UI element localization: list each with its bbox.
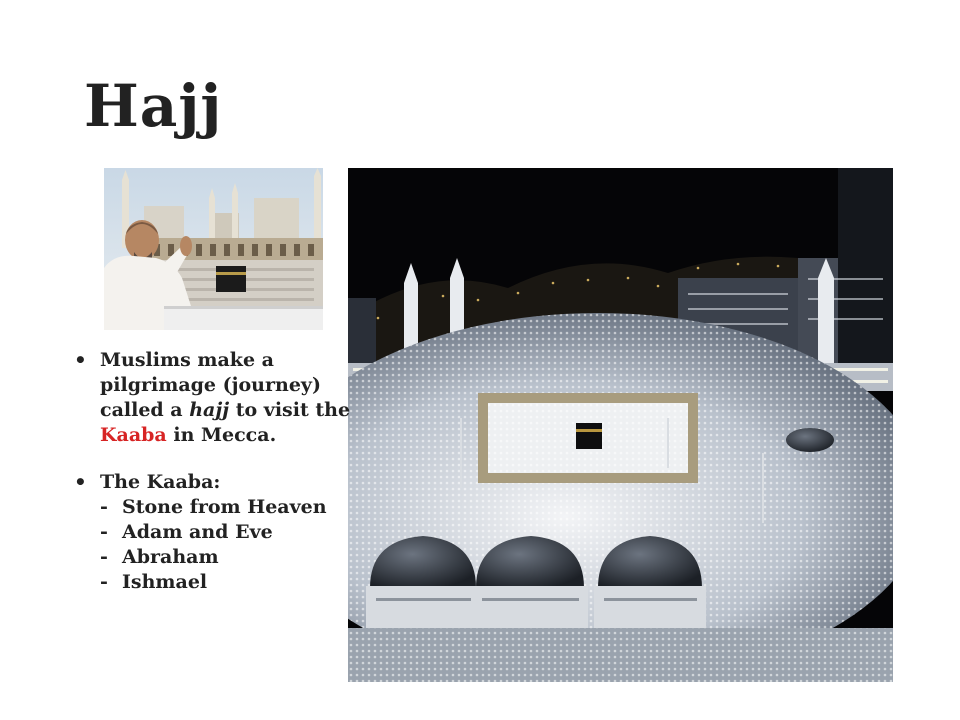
grand-mosque-night-photo <box>348 168 893 682</box>
bullet-kaaba <box>72 470 372 595</box>
kaaba-item: - Stone from Heaven <box>100 496 327 518</box>
pilgrim-praying-photo <box>104 168 323 330</box>
kaaba-item: - Adam and Eve <box>100 521 273 543</box>
kaaba-heading: The Kaaba: <box>100 471 221 493</box>
bullet1-text-middle: to visit the <box>229 399 351 421</box>
slide-title: Hajj <box>84 72 223 140</box>
bullet-marker: • <box>74 348 87 372</box>
bullet-pilgrimage <box>72 348 372 448</box>
bullet1-text-before: Muslims make a pilgrimage (journey) called a <box>100 349 321 421</box>
kaaba-item: - Ishmael <box>100 571 208 593</box>
bullet1-italic-word: hajj <box>189 399 230 421</box>
bullet1-text-after: in Mecca. <box>166 424 277 446</box>
bullet-list <box>72 348 372 617</box>
bullet-marker: • <box>74 470 87 494</box>
kaaba-highlight: Kaaba <box>100 424 167 446</box>
kaaba-item: - Abraham <box>100 546 219 568</box>
